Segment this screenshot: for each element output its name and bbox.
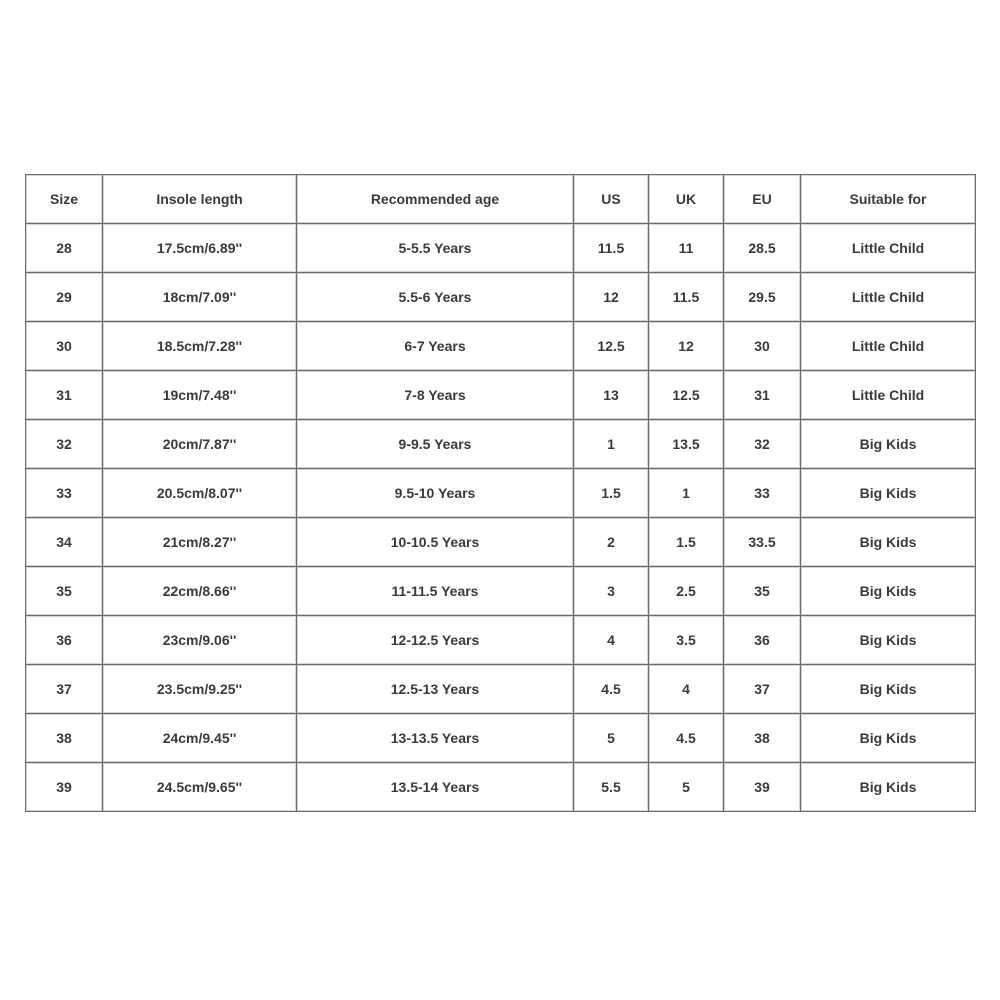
cell-recommended-age: 12.5-13 Years: [297, 665, 574, 714]
cell-uk: 1: [649, 469, 724, 518]
cell-uk: 11: [649, 224, 724, 273]
cell-eu: 35: [724, 567, 801, 616]
cell-us: 13: [574, 371, 649, 420]
cell-suitable-for: Big Kids: [801, 469, 976, 518]
cell-size: 30: [26, 322, 103, 371]
cell-us: 1.5: [574, 469, 649, 518]
header-row: [26, 175, 976, 224]
cell-eu: 30: [724, 322, 801, 371]
cell-recommended-age: 13-13.5 Years: [297, 714, 574, 763]
cell-recommended-age: 10-10.5 Years: [297, 518, 574, 567]
cell-suitable-for: Little Child: [801, 371, 976, 420]
cell-size: 33: [26, 469, 103, 518]
cell-eu: 38: [724, 714, 801, 763]
cell-uk: 4: [649, 665, 724, 714]
header-size: Size: [26, 175, 103, 224]
cell-us: 5: [574, 714, 649, 763]
cell-suitable-for: Big Kids: [801, 665, 976, 714]
cell-uk: 11.5: [649, 273, 724, 322]
cell-us: 11.5: [574, 224, 649, 273]
cell-uk: 4.5: [649, 714, 724, 763]
cell-insole-length: 23.5cm/9.25'': [103, 665, 297, 714]
table-row: [26, 273, 976, 322]
table-header: [26, 175, 976, 224]
cell-us: 4: [574, 616, 649, 665]
cell-suitable-for: Big Kids: [801, 567, 976, 616]
cell-eu: 28.5: [724, 224, 801, 273]
table-row: [26, 420, 976, 469]
cell-insole-length: 18.5cm/7.28'': [103, 322, 297, 371]
cell-size: 32: [26, 420, 103, 469]
cell-size: 38: [26, 714, 103, 763]
cell-insole-length: 21cm/8.27'': [103, 518, 297, 567]
table-row: [26, 224, 976, 273]
header-uk: UK: [649, 175, 724, 224]
cell-size: 31: [26, 371, 103, 420]
cell-eu: 33: [724, 469, 801, 518]
table-body: [26, 224, 976, 812]
table-row: [26, 714, 976, 763]
cell-eu: 32: [724, 420, 801, 469]
cell-insole-length: 17.5cm/6.89'': [103, 224, 297, 273]
table-row: [26, 322, 976, 371]
cell-recommended-age: 9-9.5 Years: [297, 420, 574, 469]
cell-insole-length: 19cm/7.48'': [103, 371, 297, 420]
cell-suitable-for: Little Child: [801, 322, 976, 371]
cell-us: 3: [574, 567, 649, 616]
cell-us: 2: [574, 518, 649, 567]
cell-size: 36: [26, 616, 103, 665]
cell-us: 12.5: [574, 322, 649, 371]
cell-suitable-for: Big Kids: [801, 518, 976, 567]
cell-insole-length: 18cm/7.09'': [103, 273, 297, 322]
cell-uk: 12: [649, 322, 724, 371]
table-row: [26, 567, 976, 616]
cell-size: 28: [26, 224, 103, 273]
cell-suitable-for: Little Child: [801, 273, 976, 322]
cell-suitable-for: Big Kids: [801, 420, 976, 469]
cell-insole-length: 24cm/9.45'': [103, 714, 297, 763]
cell-insole-length: 20.5cm/8.07'': [103, 469, 297, 518]
header-recommended-age: Recommended age: [297, 175, 574, 224]
header-us: US: [574, 175, 649, 224]
cell-us: 5.5: [574, 763, 649, 812]
cell-size: 34: [26, 518, 103, 567]
cell-recommended-age: 5.5-6 Years: [297, 273, 574, 322]
cell-recommended-age: 6-7 Years: [297, 322, 574, 371]
cell-eu: 29.5: [724, 273, 801, 322]
size-chart-table: [25, 174, 976, 812]
cell-eu: 37: [724, 665, 801, 714]
cell-eu: 39: [724, 763, 801, 812]
header-suitable-for: Suitable for: [801, 175, 976, 224]
cell-uk: 3.5: [649, 616, 724, 665]
cell-uk: 12.5: [649, 371, 724, 420]
cell-size: 29: [26, 273, 103, 322]
cell-recommended-age: 7-8 Years: [297, 371, 574, 420]
cell-recommended-age: 13.5-14 Years: [297, 763, 574, 812]
table-row: [26, 616, 976, 665]
table-row: [26, 665, 976, 714]
cell-uk: 5: [649, 763, 724, 812]
cell-suitable-for: Big Kids: [801, 763, 976, 812]
cell-eu: 36: [724, 616, 801, 665]
cell-size: 37: [26, 665, 103, 714]
cell-us: 1: [574, 420, 649, 469]
cell-insole-length: 22cm/8.66'': [103, 567, 297, 616]
cell-eu: 33.5: [724, 518, 801, 567]
cell-uk: 1.5: [649, 518, 724, 567]
cell-us: 12: [574, 273, 649, 322]
cell-insole-length: 23cm/9.06'': [103, 616, 297, 665]
cell-insole-length: 24.5cm/9.65'': [103, 763, 297, 812]
table-row: [26, 371, 976, 420]
cell-size: 39: [26, 763, 103, 812]
table-row: [26, 763, 976, 812]
cell-eu: 31: [724, 371, 801, 420]
cell-recommended-age: 12-12.5 Years: [297, 616, 574, 665]
cell-suitable-for: Little Child: [801, 224, 976, 273]
cell-suitable-for: Big Kids: [801, 616, 976, 665]
cell-uk: 13.5: [649, 420, 724, 469]
cell-us: 4.5: [574, 665, 649, 714]
cell-recommended-age: 11-11.5 Years: [297, 567, 574, 616]
cell-insole-length: 20cm/7.87'': [103, 420, 297, 469]
table-row: [26, 518, 976, 567]
header-insole-length: Insole length: [103, 175, 297, 224]
cell-uk: 2.5: [649, 567, 724, 616]
cell-suitable-for: Big Kids: [801, 714, 976, 763]
cell-recommended-age: 5-5.5 Years: [297, 224, 574, 273]
cell-recommended-age: 9.5-10 Years: [297, 469, 574, 518]
cell-size: 35: [26, 567, 103, 616]
table-row: [26, 469, 976, 518]
header-eu: EU: [724, 175, 801, 224]
